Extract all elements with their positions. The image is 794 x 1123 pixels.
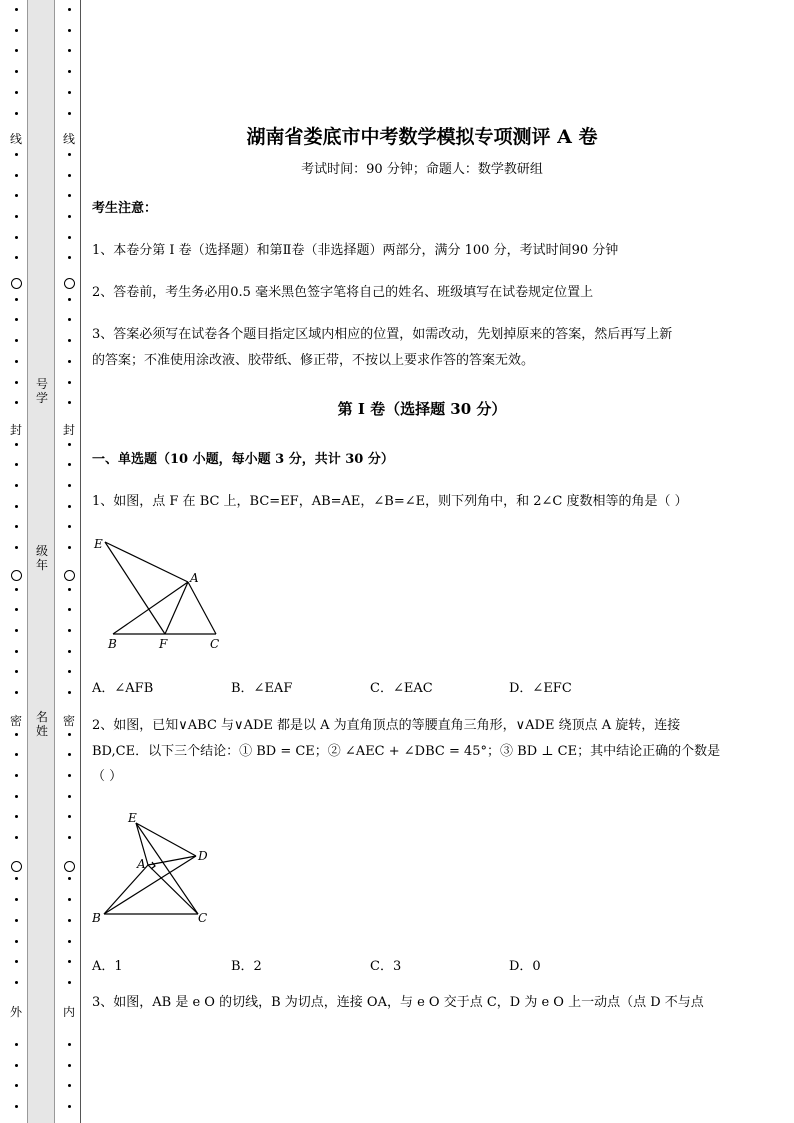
label-E: E	[94, 537, 103, 551]
binding-char-xian-outer: 线	[10, 132, 23, 146]
binding-dot	[15, 153, 18, 156]
binding-dot	[68, 836, 71, 839]
binding-margin	[0, 0, 82, 1123]
q1-option-a[interactable]: A．∠AFB	[92, 681, 154, 696]
question-2-line-3: （ ）	[92, 769, 123, 784]
binding-dot	[15, 298, 18, 301]
binding-dot	[15, 836, 18, 839]
binding-circle	[64, 861, 75, 872]
section-title: 第 I 卷（选择题 30 分）	[337, 400, 507, 418]
binding-char-mi-outer: 密	[10, 714, 23, 728]
binding-dot	[68, 650, 71, 653]
binding-dot	[15, 546, 18, 549]
binding-dot	[68, 981, 71, 984]
exam-title: 湖南省娄底市中考数学模拟专项测评 A 卷	[246, 126, 598, 148]
binding-dot	[15, 960, 18, 963]
binding-dot	[68, 525, 71, 528]
binding-dot	[15, 940, 18, 943]
binding-dot	[15, 8, 18, 11]
binding-dot	[15, 588, 18, 591]
segment-BA	[104, 865, 148, 914]
q1-option-b[interactable]: B．∠EAF	[231, 681, 293, 696]
binding-dot	[15, 795, 18, 798]
binding-char-xian-inner: 线	[63, 132, 76, 146]
segment-AC	[188, 582, 216, 634]
binding-dot	[15, 981, 18, 984]
binding-dot	[15, 919, 18, 922]
question-2-line-2: BD,CE．以下三个结论：① BD = CE；② ∠AEC + ∠DBC = 45°；③ BD ⊥ CE；其中结论正确的个数是	[92, 744, 721, 759]
binding-circle	[11, 278, 22, 289]
binding-dot	[68, 877, 71, 880]
q2-option-d[interactable]: D．0	[509, 959, 541, 974]
binding-dot	[68, 360, 71, 363]
right-angle-mark	[151, 862, 155, 869]
label-C: C	[198, 911, 208, 925]
binding-dot	[15, 360, 18, 363]
binding-dot	[68, 29, 71, 32]
binding-dot	[15, 898, 18, 901]
binding-dot	[15, 49, 18, 52]
exam-subtitle: 考试时间：90 分钟；命题人：数学教研组	[301, 162, 543, 177]
binding-circle	[64, 570, 75, 581]
binding-dot	[15, 70, 18, 73]
notice-item-1: 1、本卷分第 I 卷（选择题）和第Ⅱ卷（非选择题）两部分，满分 100 分，考试时间90 分钟	[92, 243, 619, 258]
binding-dot	[68, 1084, 71, 1087]
binding-dot	[15, 505, 18, 508]
binding-dot	[68, 629, 71, 632]
binding-dot	[68, 256, 71, 259]
notice-item-3-cont: 的答案；不准使用涂改液、胶带纸、修正带，不按以上要求作答的答案无效。	[92, 353, 535, 368]
binding-dot	[68, 153, 71, 156]
binding-dot	[15, 650, 18, 653]
binding-dot	[15, 256, 18, 259]
binding-dot	[15, 236, 18, 239]
binding-dot	[68, 546, 71, 549]
binding-dot	[68, 670, 71, 673]
binding-dot	[68, 815, 71, 818]
binding-dot	[15, 1105, 18, 1108]
question-3-text: 3、如图，AB 是 e O 的切线，B 为切点，连接 OA，与 e O 交于点 C，D 为 e O 上一动点（点 D 不与点	[92, 995, 704, 1010]
binding-dot	[15, 670, 18, 673]
binding-dot	[68, 8, 71, 11]
binding-dot	[68, 898, 71, 901]
label-B: B	[108, 637, 117, 651]
notice-heading: 考生注意：	[92, 201, 158, 216]
binding-dot	[68, 691, 71, 694]
binding-dot	[68, 733, 71, 736]
binding-dot	[15, 91, 18, 94]
notice-item-2: 2、答卷前，考生务必用0.5 毫米黑色签字笔将自己的姓名、班级填写在试卷规定位置上	[92, 285, 594, 300]
binding-dot	[15, 877, 18, 880]
binding-char-wai-outer: 外	[10, 1005, 23, 1019]
part-heading: 一、单选题（10 小题，每小题 3 分，共计 30 分）	[92, 452, 394, 467]
binding-dot	[68, 795, 71, 798]
q2-option-b[interactable]: B．2	[231, 959, 262, 974]
question-2-options	[92, 955, 752, 975]
segment-AC	[148, 865, 198, 914]
notice-item-3: 3、答案必须写在试卷各个题目指定区域内相应的位置，如需改动，先划掉原来的答案，然后再写上新	[92, 327, 673, 342]
label-A: A	[137, 857, 146, 871]
binding-dot	[68, 318, 71, 321]
binding-dot	[68, 298, 71, 301]
question-1-figure	[92, 530, 232, 654]
binding-dot	[68, 960, 71, 963]
binding-dot	[15, 484, 18, 487]
binding-dot	[15, 112, 18, 115]
binding-dot	[68, 401, 71, 404]
label-D: D	[198, 849, 208, 863]
binding-dot	[15, 1064, 18, 1067]
binding-circle	[11, 570, 22, 581]
q1-option-c[interactable]: C．∠EAC	[370, 681, 433, 696]
binding-line	[80, 0, 81, 1123]
question-2-line-1: 2、如图，已知∨ABC 与∨ADE 都是以 A 为直角顶点的等腰直角三角形，∨ADE 绕顶点 A 旋转，连接	[92, 718, 681, 733]
binding-field-number: 号学	[36, 377, 49, 405]
binding-dot	[15, 401, 18, 404]
segment-ED	[136, 823, 196, 856]
binding-dot	[15, 525, 18, 528]
label-C: C	[210, 637, 220, 651]
binding-dot	[68, 608, 71, 611]
binding-dot	[15, 691, 18, 694]
binding-dot	[15, 1084, 18, 1087]
binding-dot	[68, 112, 71, 115]
binding-dot	[68, 70, 71, 73]
question-1-text: 1、如图，点 F 在 BC 上，BC=EF，AB=AE，∠B=∠E，则下列角中，和 2∠C 度数相等的角是（ ）	[92, 494, 688, 509]
binding-circle	[64, 278, 75, 289]
binding-dot	[68, 236, 71, 239]
binding-dot	[68, 1064, 71, 1067]
binding-dot	[15, 215, 18, 218]
binding-dot	[15, 443, 18, 446]
binding-dot	[68, 774, 71, 777]
binding-char-mi-inner: 密	[63, 714, 76, 728]
binding-char-feng-inner: 封	[63, 423, 76, 437]
binding-dot	[15, 733, 18, 736]
binding-dot	[15, 174, 18, 177]
binding-circle	[11, 861, 22, 872]
binding-dot	[68, 1043, 71, 1046]
binding-dot	[15, 774, 18, 777]
binding-dot	[15, 194, 18, 197]
question-2-figure	[92, 808, 222, 928]
label-B: B	[92, 911, 101, 925]
binding-dot	[15, 29, 18, 32]
binding-dot	[68, 194, 71, 197]
question-1-options	[92, 677, 752, 697]
binding-dot	[68, 215, 71, 218]
q2-option-a[interactable]: A．1	[92, 959, 123, 974]
q1-option-d[interactable]: D．∠EFC	[509, 681, 572, 696]
binding-dot	[15, 608, 18, 611]
label-F: F	[159, 637, 168, 651]
binding-dot	[15, 1043, 18, 1046]
binding-dot	[15, 753, 18, 756]
binding-dot	[68, 381, 71, 384]
binding-dot	[68, 463, 71, 466]
binding-dot	[15, 381, 18, 384]
binding-dot	[15, 629, 18, 632]
binding-dot	[68, 505, 71, 508]
binding-dot	[68, 940, 71, 943]
binding-dot	[68, 443, 71, 446]
binding-dot	[15, 815, 18, 818]
binding-dot	[15, 463, 18, 466]
binding-dot	[68, 49, 71, 52]
binding-dot	[68, 919, 71, 922]
binding-dot	[68, 484, 71, 487]
binding-dot	[15, 318, 18, 321]
binding-char-nei-inner: 内	[63, 1005, 76, 1019]
binding-char-feng-outer: 封	[10, 423, 23, 437]
binding-field-name: 名姓	[36, 710, 49, 738]
binding-dot	[68, 174, 71, 177]
binding-dot	[68, 91, 71, 94]
q2-option-c[interactable]: C．3	[370, 959, 402, 974]
binding-dot	[68, 588, 71, 591]
binding-dot	[15, 339, 18, 342]
binding-dot	[68, 1105, 71, 1108]
label-A: A	[190, 571, 199, 585]
binding-field-grade: 级年	[36, 544, 49, 572]
binding-dot	[68, 339, 71, 342]
binding-dot	[68, 753, 71, 756]
label-E: E	[128, 811, 137, 825]
